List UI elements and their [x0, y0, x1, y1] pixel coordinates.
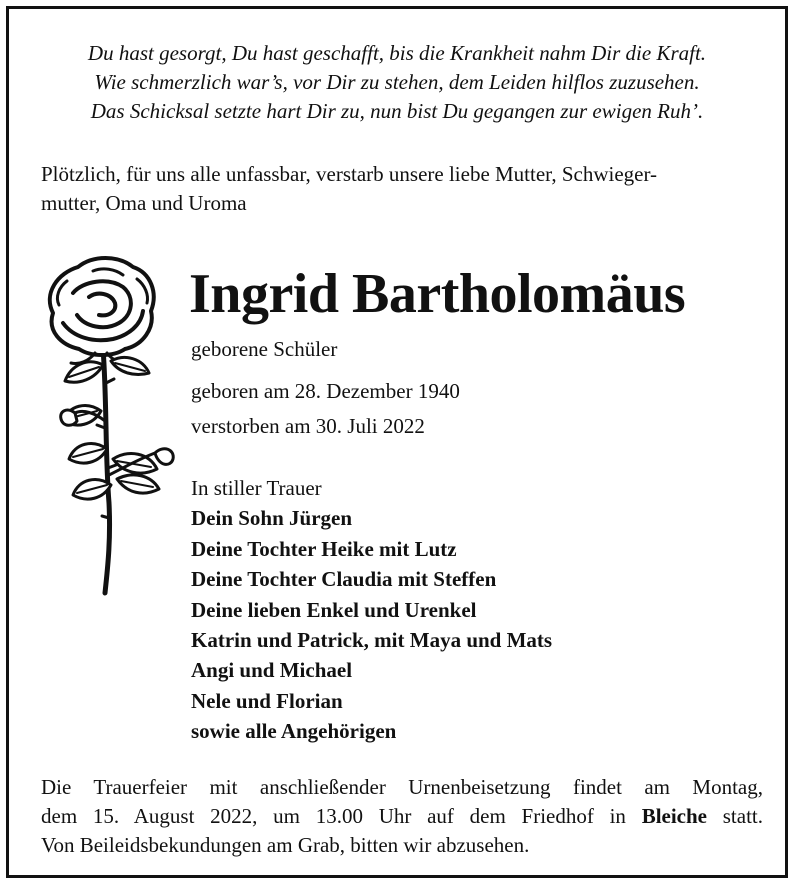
funeral-line-3: Von Beileidsbekundungen am Grab, bitten wir abzusehen. — [41, 833, 530, 857]
mourner-name: Deine Tochter Claudia mit Steffen — [191, 567, 497, 592]
mourner-name: Nele und Florian — [191, 688, 343, 713]
mourner-name: Deine Tochter Heike mit Lutz — [191, 536, 457, 561]
announcement-line-2: mutter, Oma und Uroma — [41, 191, 247, 215]
maiden-name: geborene Schüler — [191, 337, 338, 361]
mourners — [191, 473, 552, 747]
funeral-place: Bleiche — [641, 804, 708, 828]
funeral-details — [41, 773, 763, 860]
rose-icon — [33, 253, 183, 603]
funeral-line-2 — [41, 802, 763, 831]
poem-line-1: Du hast gesorgt, Du hast geschafft, bis die Krankheit nahm Dir die Kraft. — [87, 41, 707, 65]
poem-line-2: Wie schmerzlich war’s, vor Dir zu stehen, dem Leiden hilflos zuzusehen. — [94, 70, 700, 94]
death-date: verstorben am 30. Juli 2022 — [191, 414, 425, 438]
mourners-heading: In stiller Trauer — [191, 476, 322, 500]
deceased-name: Ingrid Bartholomäus — [189, 263, 686, 325]
mourner-name: sowie alle Angehörigen — [191, 719, 397, 744]
poem-line-3: Das Schicksal setzte hart Dir zu, nun bist Du gegangen zur ewigen Ruh’. — [90, 99, 704, 123]
mourner-name: Angi und Michael — [191, 658, 353, 683]
mourner-name: Deine lieben Enkel und Urenkel — [191, 597, 477, 622]
obituary-card — [6, 6, 788, 878]
funeral-line-1: Die Trauerfeier mit anschließender Urnenbeisetzung findet am Montag, — [41, 775, 763, 799]
funeral-line-2-pre: dem 15. August 2022, um 13.00 Uhr auf dem Friedhof in — [41, 804, 642, 828]
birth-date: geboren am 28. Dezember 1940 — [191, 379, 460, 403]
poem — [9, 39, 785, 126]
mourner-name: Katrin und Patrick, mit Maya und Mats — [191, 628, 553, 653]
announcement-text — [41, 160, 763, 218]
funeral-line-2-post: statt. — [707, 804, 764, 828]
mourner-name: Dein Sohn Jürgen — [191, 506, 353, 531]
announcement-line-1: Plötzlich, für uns alle unfassbar, verstarb unsere liebe Mutter, Schwieger- — [41, 162, 658, 186]
